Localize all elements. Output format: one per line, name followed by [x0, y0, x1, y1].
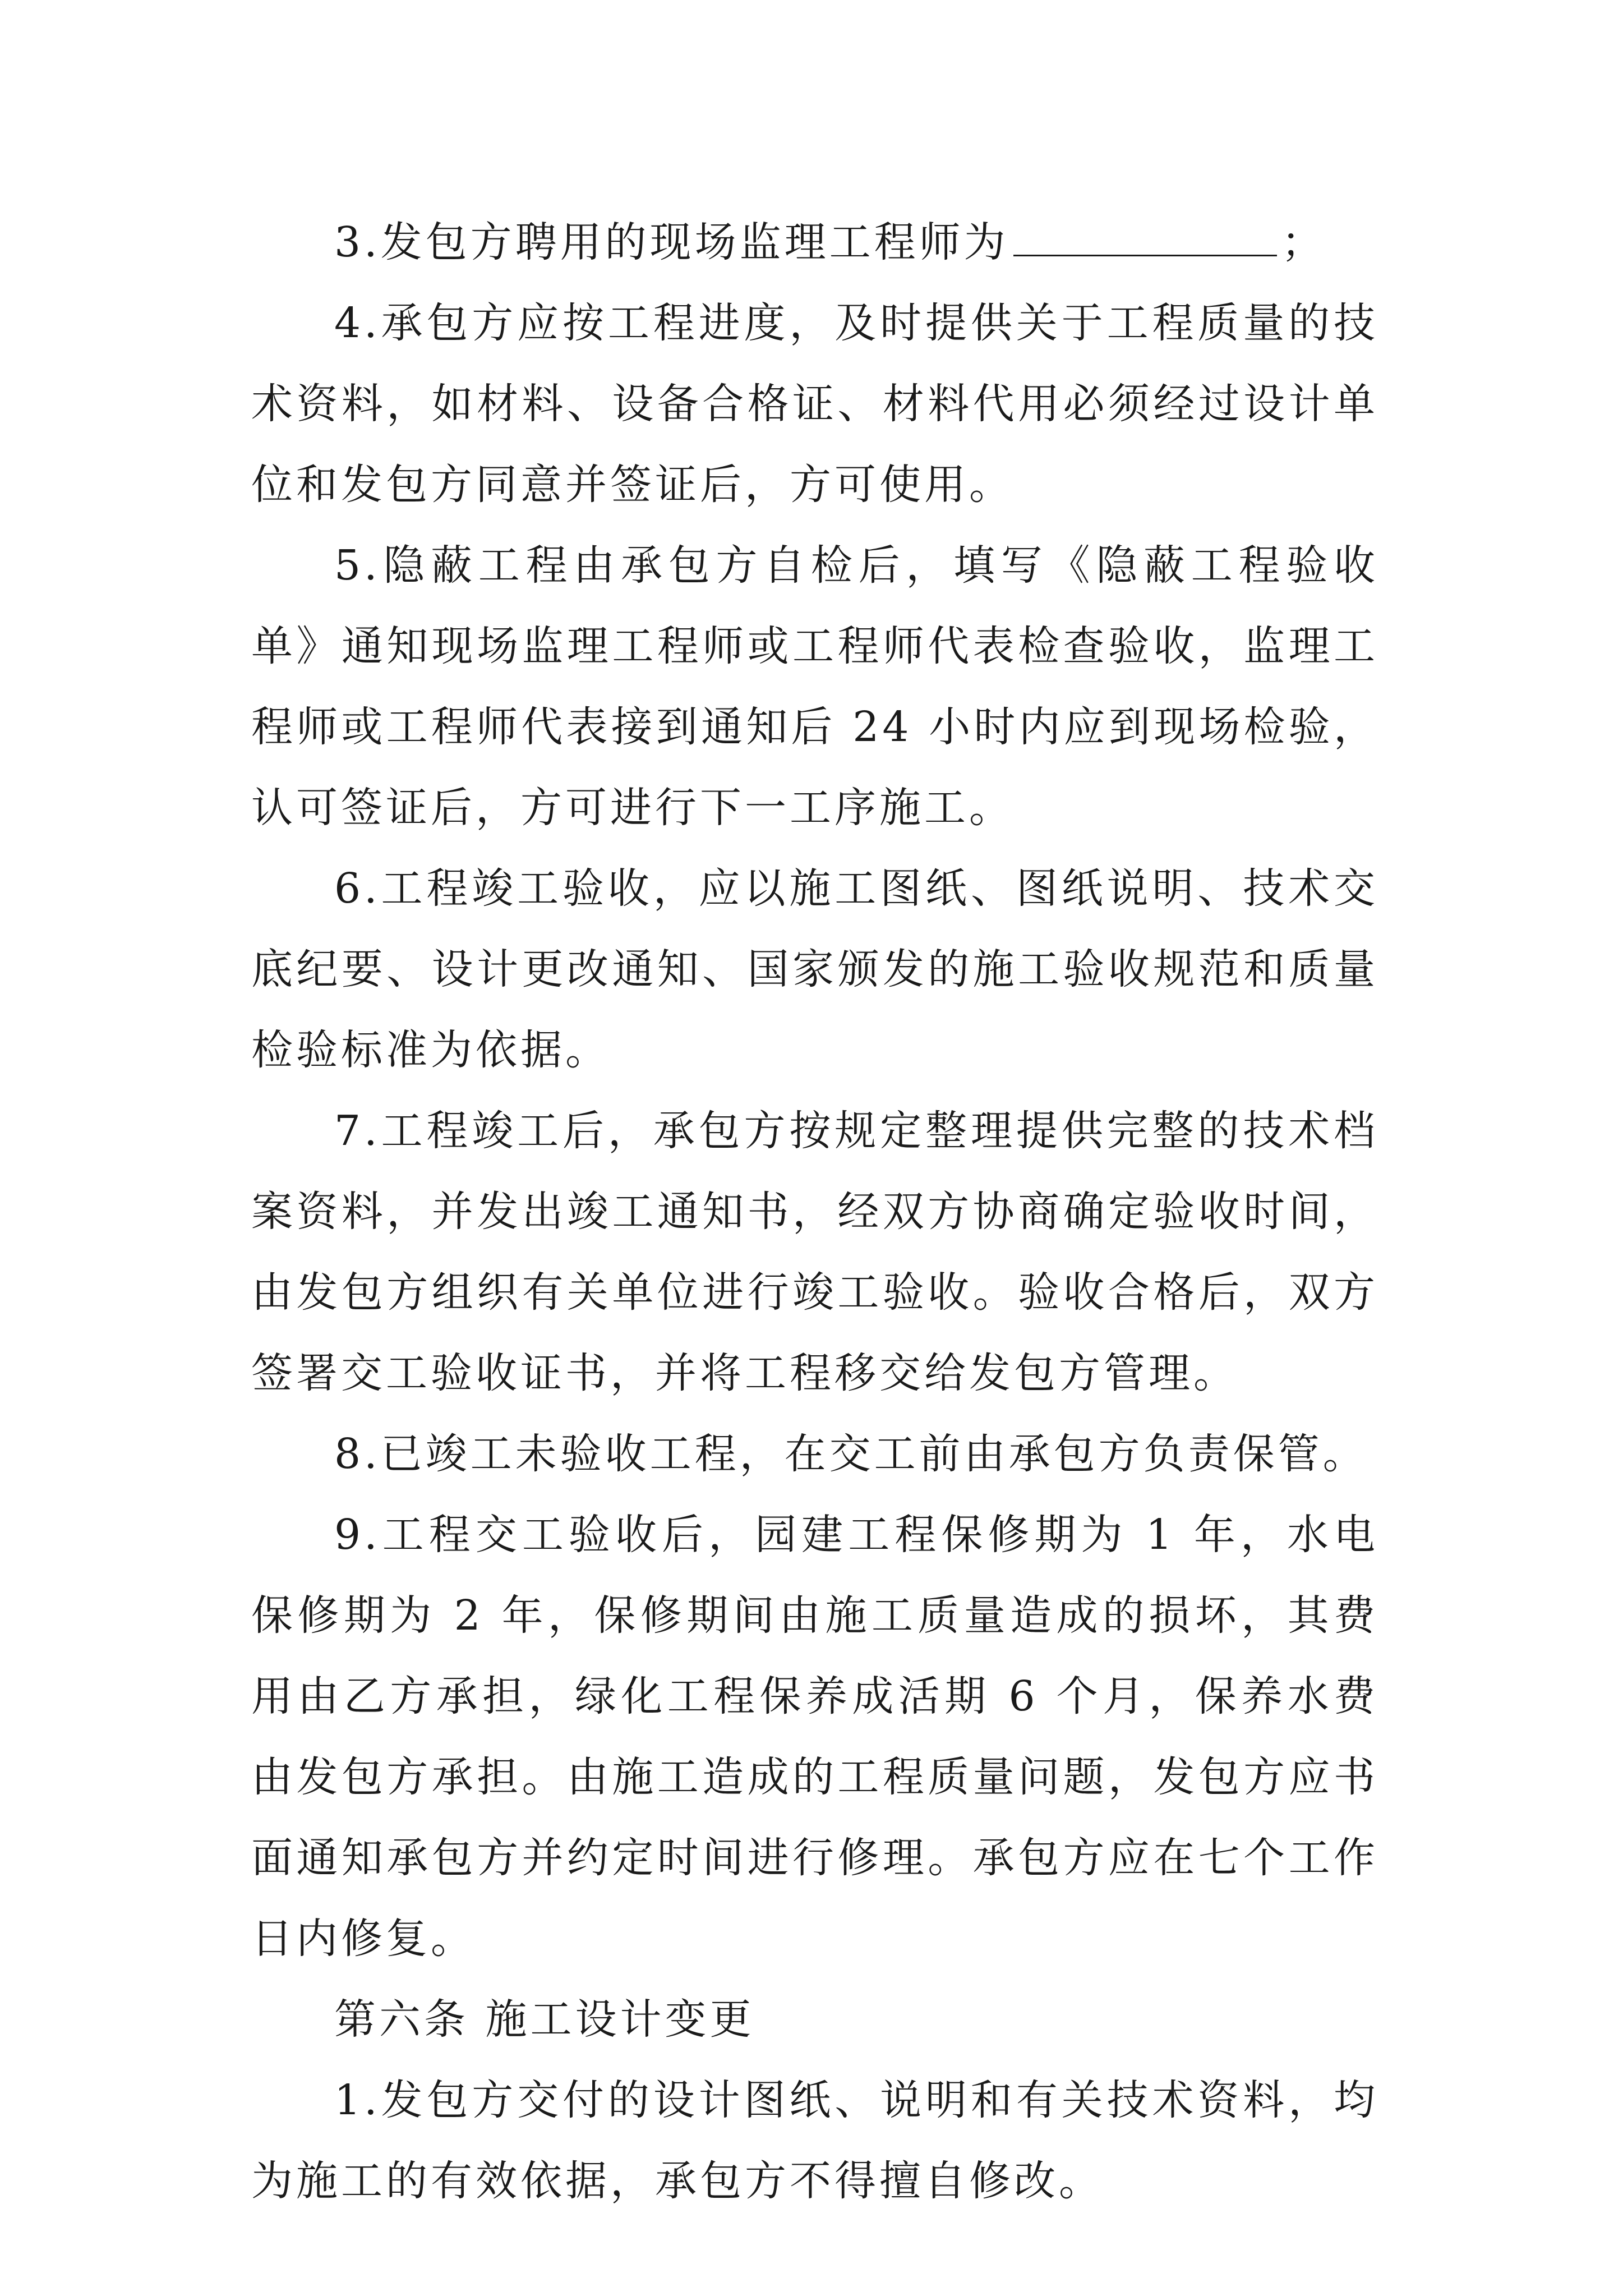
article-6-heading: 第六条 施工设计变更 [334, 1995, 755, 2044]
clause-3-end: ； [1281, 218, 1326, 266]
document-body [251, 202, 1378, 2221]
article-6-clause-1: 1.发包方交付的设计图纸、说明和有关技术资料，均为施工的有效依据，承包方不得擅自修改。 [251, 2076, 1378, 2205]
clause-9-warranty: 9.工程交工验收后，园建工程保修期为 1 年，水电保修期为 2 年，保修期间由施工质量造成的损坏，其费用由乙方承担，绿化工程保养成活期 6 个月，保养水费由发包方承担。由施工造成的工程质量问题，发包方应书面通知承包方并约定时间进行修理。承包方应在七个工作日内修复。 [251, 1511, 1378, 1963]
supervisor-name-blank [1013, 215, 1277, 256]
clause-3-text: 3.发包方聘用的现场监理工程师为 [334, 218, 1009, 266]
clause-8-custody: 8.已竣工未验收工程，在交工前由承包方负责保管。 [334, 1430, 1368, 1478]
clause-6-completion-acceptance: 6.工程竣工验收，应以施工图纸、图纸说明、技术交底纪要、设计更改通知、国家颁发的施工验收规范和质量检验标准为依据。 [251, 864, 1378, 1074]
clause-7-handover: 7.工程竣工后，承包方按规定整理提供完整的技术档案资料，并发出竣工通知书，经双方协商确定验收时间，由发包方组织有关单位进行竣工验收。验收合格后，双方签署交工验收证书，并将工程移交给发包方管理。 [251, 1107, 1378, 1397]
clause-4-technical-data: 4.承包方应按工程进度，及时提供关于工程质量的技术资料，如材料、设备合格证、材料代用必须经过设计单位和发包方同意并签证后，方可使用。 [251, 299, 1378, 509]
clause-5-hidden-works: 5.隐蔽工程由承包方自检后，填写《隐蔽工程验收单》通知现场监理工程师或工程师代表检查验收，监理工程师或工程师代表接到通知后 24 小时内应到现场检验，认可签证后，方可进行下一工序施工。 [251, 541, 1378, 832]
clause-3-supervisor [251, 202, 1378, 283]
